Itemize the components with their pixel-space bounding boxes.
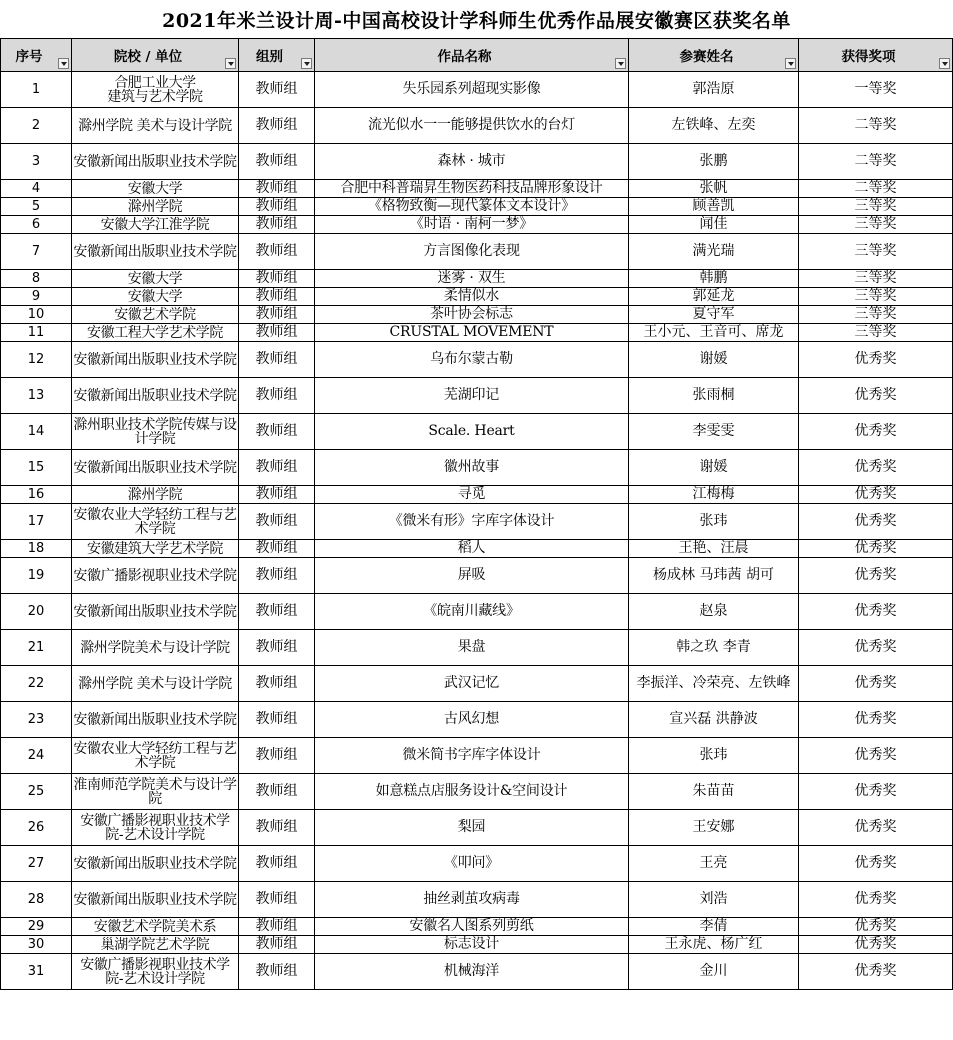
cell-number[interactable]: 3 [1, 144, 72, 180]
cell-award[interactable]: 优秀奖 [799, 810, 953, 846]
cell-participant[interactable]: 郭延龙 [629, 288, 799, 306]
cell-school[interactable]: 安徽新闻出版职业技术学院 [72, 234, 239, 270]
cell-participant[interactable]: 闻佳 [629, 216, 799, 234]
cell-school[interactable]: 安徽新闻出版职业技术学院 [72, 450, 239, 486]
table-row [1, 324, 953, 342]
cell-work-title[interactable]: 乌布尔蒙古勒 [315, 342, 629, 378]
cell-number[interactable]: 26 [1, 810, 72, 846]
cell-work-title[interactable]: 稻人 [315, 540, 629, 558]
cell-participant[interactable]: 顾善凯 [629, 198, 799, 216]
table-row [1, 378, 953, 414]
cell-school[interactable]: 安徽新闻出版职业技术学院 [72, 702, 239, 738]
cell-participant[interactable]: 张鹏 [629, 144, 799, 180]
cell-award[interactable]: 一等奖 [799, 72, 953, 108]
cell-group[interactable]: 教师组 [239, 936, 315, 954]
cell-award[interactable]: 三等奖 [799, 270, 953, 288]
filter-dropdown-icon[interactable] [939, 58, 950, 69]
cell-school[interactable]: 安徽广播影视职业技术学院-艺术设计学院 [72, 810, 239, 846]
cell-work-title[interactable]: Scale. Heart [315, 414, 629, 450]
cell-participant[interactable]: 金川 [629, 954, 799, 990]
cell-group[interactable]: 教师组 [239, 378, 315, 414]
cell-award[interactable]: 优秀奖 [799, 378, 953, 414]
cell-work-title[interactable]: 芜湖印记 [315, 378, 629, 414]
cell-work-title[interactable]: 标志设计 [315, 936, 629, 954]
table-row [1, 702, 953, 738]
cell-work-title[interactable]: 迷雾 · 双生 [315, 270, 629, 288]
cell-participant[interactable]: 王安娜 [629, 810, 799, 846]
cell-work-title[interactable]: 古风幻想 [315, 702, 629, 738]
cell-number[interactable]: 17 [1, 504, 72, 540]
cell-award[interactable]: 三等奖 [799, 198, 953, 216]
header-row [1, 39, 953, 72]
table-row [1, 342, 953, 378]
table-row [1, 72, 953, 108]
cell-group[interactable]: 教师组 [239, 918, 315, 936]
cell-number[interactable]: 18 [1, 540, 72, 558]
cell-participant[interactable]: 谢媛 [629, 450, 799, 486]
cell-participant[interactable]: 杨成林 马玮茜 胡可 [629, 558, 799, 594]
cell-school[interactable]: 安徽建筑大学艺术学院 [72, 540, 239, 558]
cell-school[interactable]: 安徽新闻出版职业技术学院 [72, 378, 239, 414]
page-title: 2021年米兰设计周-中国高校设计学科师生优秀作品展安徽赛区获奖名单 [162, 9, 791, 32]
table-row [1, 666, 953, 702]
cell-group[interactable]: 教师组 [239, 738, 315, 774]
cell-award[interactable]: 三等奖 [799, 288, 953, 306]
table-row [1, 504, 953, 540]
cell-school[interactable]: 滁州学院 [72, 198, 239, 216]
cell-group[interactable]: 教师组 [239, 342, 315, 378]
cell-number[interactable]: 1 [1, 72, 72, 108]
cell-work-title[interactable]: 机械海洋 [315, 954, 629, 990]
cell-group[interactable]: 教师组 [239, 558, 315, 594]
filter-dropdown-icon[interactable] [615, 58, 626, 69]
cell-work-title[interactable]: CRUSTAL MOVEMENT [315, 324, 629, 342]
table-row [1, 954, 953, 990]
cell-award[interactable]: 二等奖 [799, 108, 953, 144]
cell-number[interactable]: 22 [1, 666, 72, 702]
cell-award[interactable]: 优秀奖 [799, 450, 953, 486]
cell-award[interactable]: 三等奖 [799, 216, 953, 234]
awards-table [0, 38, 953, 990]
cell-group[interactable]: 教师组 [239, 144, 315, 180]
cell-group[interactable]: 教师组 [239, 540, 315, 558]
cell-work-title[interactable]: 屏吸 [315, 558, 629, 594]
cell-participant[interactable]: 李倩 [629, 918, 799, 936]
cell-number[interactable]: 2 [1, 108, 72, 144]
cell-school[interactable]: 安徽新闻出版职业技术学院 [72, 882, 239, 918]
cell-participant[interactable]: 韩之玖 李青 [629, 630, 799, 666]
cell-participant[interactable]: 宣兴磊 洪静波 [629, 702, 799, 738]
cell-work-title[interactable]: 森林 · 城市 [315, 144, 629, 180]
column-header-award: 获得奖项 [799, 39, 953, 72]
cell-group[interactable]: 教师组 [239, 234, 315, 270]
cell-school[interactable]: 安徽工程大学艺术学院 [72, 324, 239, 342]
cell-group[interactable]: 教师组 [239, 810, 315, 846]
cell-group[interactable]: 教师组 [239, 846, 315, 882]
cell-school[interactable]: 安徽广播影视职业技术学院-艺术设计学院 [72, 954, 239, 990]
cell-group[interactable]: 教师组 [239, 306, 315, 324]
cell-school[interactable]: 滁州学院 [72, 486, 239, 504]
cell-award[interactable]: 优秀奖 [799, 954, 953, 990]
cell-award[interactable]: 优秀奖 [799, 738, 953, 774]
cell-participant[interactable]: 张帆 [629, 180, 799, 198]
table-row [1, 774, 953, 810]
table-row [1, 810, 953, 846]
cell-school[interactable]: 安徽农业大学轻纺工程与艺术学院 [72, 738, 239, 774]
table-row [1, 486, 953, 504]
column-header-group: 组别 [239, 39, 315, 72]
cell-school[interactable]: 合肥工业大学 建筑与艺术学院 [72, 72, 239, 108]
cell-number[interactable]: 29 [1, 918, 72, 936]
cell-work-title[interactable]: 果盘 [315, 630, 629, 666]
filter-dropdown-icon[interactable] [58, 58, 69, 69]
column-header-name: 参赛姓名 [629, 39, 799, 72]
cell-group[interactable]: 教师组 [239, 324, 315, 342]
table-row [1, 918, 953, 936]
cell-participant[interactable]: 郭浩原 [629, 72, 799, 108]
table-row [1, 270, 953, 288]
cell-number[interactable]: 8 [1, 270, 72, 288]
cell-number[interactable]: 7 [1, 234, 72, 270]
cell-number[interactable]: 30 [1, 936, 72, 954]
cell-school[interactable]: 安徽新闻出版职业技术学院 [72, 594, 239, 630]
table-row [1, 450, 953, 486]
cell-work-title[interactable]: 合肥中科普瑞昇生物医药科技品牌形象设计 [315, 180, 629, 198]
cell-school[interactable]: 巢湖学院艺术学院 [72, 936, 239, 954]
column-header-work: 作品名称 [315, 39, 629, 72]
cell-school[interactable]: 安徽大学江淮学院 [72, 216, 239, 234]
cell-work-title[interactable]: 失乐园系列超现实影像 [315, 72, 629, 108]
cell-award[interactable]: 二等奖 [799, 144, 953, 180]
table-row [1, 234, 953, 270]
cell-work-title[interactable]: 徽州故事 [315, 450, 629, 486]
cell-award[interactable]: 优秀奖 [799, 504, 953, 540]
cell-number[interactable]: 10 [1, 306, 72, 324]
cell-group[interactable]: 教师组 [239, 414, 315, 450]
cell-award[interactable]: 优秀奖 [799, 540, 953, 558]
cell-group[interactable]: 教师组 [239, 216, 315, 234]
cell-number[interactable]: 21 [1, 630, 72, 666]
filter-dropdown-icon[interactable] [301, 58, 312, 69]
cell-number[interactable]: 20 [1, 594, 72, 630]
table-row [1, 738, 953, 774]
cell-group[interactable]: 教师组 [239, 666, 315, 702]
cell-work-title[interactable]: 抽丝剥茧攻病毒 [315, 882, 629, 918]
cell-work-title[interactable]: 茶叶协会标志 [315, 306, 629, 324]
cell-participant[interactable]: 谢媛 [629, 342, 799, 378]
table-row [1, 198, 953, 216]
cell-participant[interactable]: 李振洋、冷荣亮、左铁峰 [629, 666, 799, 702]
cell-award[interactable]: 优秀奖 [799, 486, 953, 504]
column-header-number: 序号 [1, 39, 72, 72]
cell-award[interactable]: 优秀奖 [799, 414, 953, 450]
cell-group[interactable]: 教师组 [239, 630, 315, 666]
cell-work-title[interactable]: 如意糕点店服务设计&空间设计 [315, 774, 629, 810]
cell-group[interactable]: 教师组 [239, 774, 315, 810]
cell-participant[interactable]: 左铁峰、左奕 [629, 108, 799, 144]
cell-award[interactable]: 优秀奖 [799, 774, 953, 810]
cell-participant[interactable]: 刘浩 [629, 882, 799, 918]
table-row [1, 288, 953, 306]
cell-number[interactable]: 4 [1, 180, 72, 198]
column-header-school: 院校 / 单位 [72, 39, 239, 72]
cell-work-title[interactable]: 安徽名人图系列剪纸 [315, 918, 629, 936]
cell-number[interactable]: 16 [1, 486, 72, 504]
cell-group[interactable]: 教师组 [239, 180, 315, 198]
cell-school[interactable]: 安徽农业大学轻纺工程与艺术学院 [72, 504, 239, 540]
cell-work-title[interactable]: 微米简书字库字体设计 [315, 738, 629, 774]
cell-work-title[interactable]: 流光似水一一能够提供饮水的台灯 [315, 108, 629, 144]
cell-number[interactable]: 15 [1, 450, 72, 486]
cell-work-title[interactable]: 武汉记忆 [315, 666, 629, 702]
cell-work-title[interactable]: 柔情似水 [315, 288, 629, 306]
cell-group[interactable]: 教师组 [239, 72, 315, 108]
cell-award[interactable]: 优秀奖 [799, 558, 953, 594]
cell-school[interactable]: 安徽广播影视职业技术学院 [72, 558, 239, 594]
cell-number[interactable]: 28 [1, 882, 72, 918]
table-row [1, 216, 953, 234]
cell-participant[interactable]: 江梅梅 [629, 486, 799, 504]
cell-participant[interactable]: 王永虎、杨广红 [629, 936, 799, 954]
cell-number[interactable]: 19 [1, 558, 72, 594]
cell-award[interactable]: 优秀奖 [799, 882, 953, 918]
cell-work-title[interactable]: 《微米有形》字库字体设计 [315, 504, 629, 540]
cell-group[interactable]: 教师组 [239, 288, 315, 306]
cell-work-title[interactable]: 《格物致衡—现代篆体文本设计》 [315, 198, 629, 216]
cell-number[interactable]: 9 [1, 288, 72, 306]
cell-work-title[interactable]: 方言图像化表现 [315, 234, 629, 270]
cell-school[interactable]: 滁州学院 美术与设计学院 [72, 666, 239, 702]
table-row [1, 846, 953, 882]
cell-award[interactable]: 三等奖 [799, 324, 953, 342]
cell-award[interactable]: 优秀奖 [799, 702, 953, 738]
cell-group[interactable]: 教师组 [239, 702, 315, 738]
cell-award[interactable]: 优秀奖 [799, 918, 953, 936]
cell-school[interactable]: 滁州学院 美术与设计学院 [72, 108, 239, 144]
cell-award[interactable]: 三等奖 [799, 234, 953, 270]
table-row [1, 144, 953, 180]
cell-school[interactable]: 安徽艺术学院美术系 [72, 918, 239, 936]
cell-participant[interactable]: 张雨桐 [629, 378, 799, 414]
cell-number[interactable]: 12 [1, 342, 72, 378]
filter-dropdown-icon[interactable] [785, 58, 796, 69]
table-row [1, 882, 953, 918]
cell-participant[interactable]: 王亮 [629, 846, 799, 882]
cell-award[interactable]: 优秀奖 [799, 846, 953, 882]
cell-participant[interactable]: 赵泉 [629, 594, 799, 630]
table-row [1, 594, 953, 630]
cell-award[interactable]: 优秀奖 [799, 936, 953, 954]
cell-school[interactable]: 淮南师范学院美术与设计学 院 [72, 774, 239, 810]
cell-school[interactable]: 滁州学院美术与设计学院 [72, 630, 239, 666]
cell-number[interactable]: 24 [1, 738, 72, 774]
cell-group[interactable]: 教师组 [239, 108, 315, 144]
cell-work-title[interactable]: 《皖南川藏线》 [315, 594, 629, 630]
cell-number[interactable]: 27 [1, 846, 72, 882]
cell-school[interactable]: 滁州职业技术学院传媒与设计学院 [72, 414, 239, 450]
cell-number[interactable]: 11 [1, 324, 72, 342]
cell-number[interactable]: 31 [1, 954, 72, 990]
cell-work-title[interactable]: 《叩问》 [315, 846, 629, 882]
cell-school[interactable]: 安徽大学 [72, 288, 239, 306]
filter-dropdown-icon[interactable] [225, 58, 236, 69]
cell-school[interactable]: 安徽大学 [72, 270, 239, 288]
cell-participant[interactable]: 张玮 [629, 504, 799, 540]
cell-group[interactable]: 教师组 [239, 954, 315, 990]
cell-participant[interactable]: 夏守军 [629, 306, 799, 324]
cell-award[interactable]: 三等奖 [799, 306, 953, 324]
cell-school[interactable]: 安徽新闻出版职业技术学院 [72, 342, 239, 378]
cell-participant[interactable]: 张玮 [629, 738, 799, 774]
table-row [1, 540, 953, 558]
cell-participant[interactable]: 韩鹏 [629, 270, 799, 288]
table-row [1, 180, 953, 198]
cell-number[interactable]: 23 [1, 702, 72, 738]
cell-number[interactable]: 25 [1, 774, 72, 810]
cell-group[interactable]: 教师组 [239, 198, 315, 216]
cell-award[interactable]: 二等奖 [799, 180, 953, 198]
cell-group[interactable]: 教师组 [239, 486, 315, 504]
cell-participant[interactable]: 王小元、王音可、席龙 [629, 324, 799, 342]
table-row [1, 630, 953, 666]
cell-group[interactable]: 教师组 [239, 504, 315, 540]
cell-award[interactable]: 优秀奖 [799, 666, 953, 702]
cell-participant[interactable]: 朱苗苗 [629, 774, 799, 810]
cell-participant[interactable]: 李雯雯 [629, 414, 799, 450]
cell-work-title[interactable]: 《时语 · 南柯一梦》 [315, 216, 629, 234]
cell-group[interactable]: 教师组 [239, 270, 315, 288]
cell-number[interactable]: 14 [1, 414, 72, 450]
cell-award[interactable]: 优秀奖 [799, 594, 953, 630]
cell-number[interactable]: 13 [1, 378, 72, 414]
table-row [1, 306, 953, 324]
table-row [1, 936, 953, 954]
table-row [1, 558, 953, 594]
cell-participant[interactable]: 满光瑞 [629, 234, 799, 270]
cell-award[interactable]: 优秀奖 [799, 342, 953, 378]
cell-participant[interactable]: 王艳、汪晨 [629, 540, 799, 558]
cell-group[interactable]: 教师组 [239, 594, 315, 630]
cell-number[interactable]: 6 [1, 216, 72, 234]
cell-group[interactable]: 教师组 [239, 450, 315, 486]
cell-school[interactable]: 安徽艺术学院 [72, 306, 239, 324]
cell-school[interactable]: 安徽大学 [72, 180, 239, 198]
table-row [1, 414, 953, 450]
cell-group[interactable]: 教师组 [239, 882, 315, 918]
cell-work-title[interactable]: 寻觅 [315, 486, 629, 504]
cell-school[interactable]: 安徽新闻出版职业技术学院 [72, 846, 239, 882]
table-row [1, 108, 953, 144]
cell-work-title[interactable]: 梨园 [315, 810, 629, 846]
cell-number[interactable]: 5 [1, 198, 72, 216]
cell-award[interactable]: 优秀奖 [799, 630, 953, 666]
cell-school[interactable]: 安徽新闻出版职业技术学院 [72, 144, 239, 180]
